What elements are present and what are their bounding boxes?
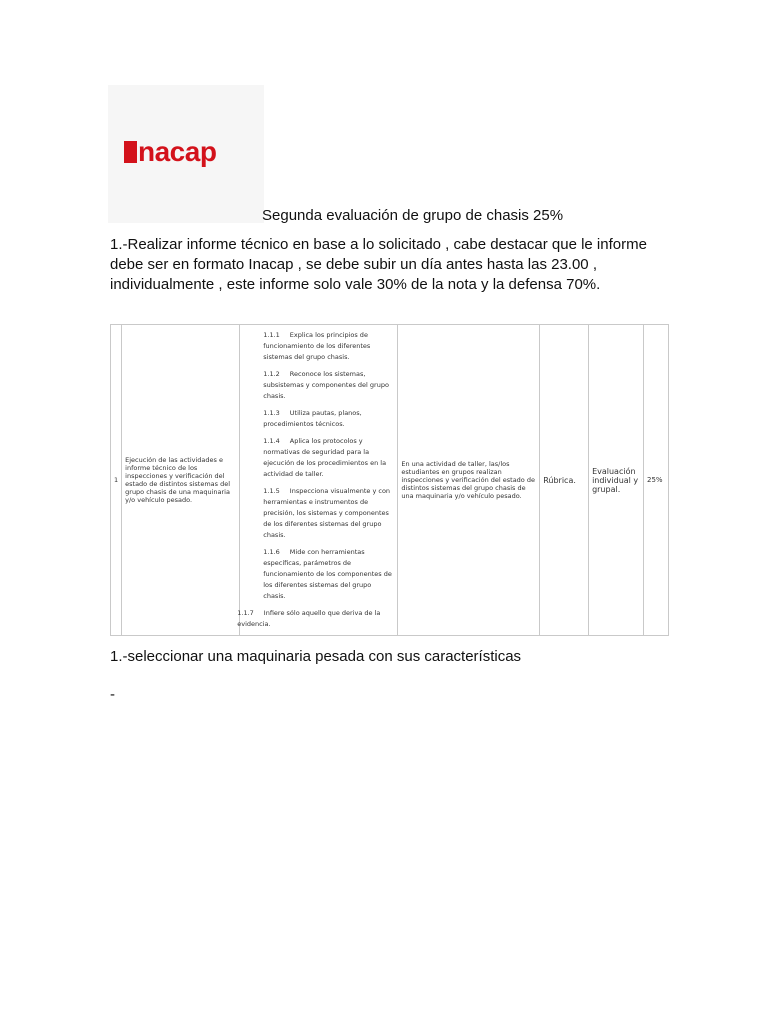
evaluation-type-cell: Evaluación individual y grupal. [589, 325, 644, 636]
dash-line: - [110, 686, 115, 703]
row-number: 1 [111, 325, 122, 636]
criterion-item: 1.1.2 Reconoce los sistemas, subsistemas y componentes del grupo chasis. [263, 370, 389, 400]
logo-area [108, 85, 264, 223]
criterion-item: 1.1.7 Infiere sólo aquello que deriva de la evidencia. [237, 609, 381, 628]
page-title: Segunda evaluación de grupo de chasis 25% [262, 207, 564, 224]
logo-mark-icon [124, 141, 137, 163]
logo-text: nacap [138, 136, 217, 167]
criterion-item: 1.1.5 Inspecciona visualmente y con herramientas e instrumentos de precisión, los sistemas y componentes de los diferentes sistemas del grupo chasis. [263, 487, 391, 539]
table-row [111, 325, 669, 636]
activity-cell: Ejecución de las actividades e informe técnico de los inspecciones y verificación del estado de distintos sistemas del grupo chasis de una maquinaria y/o vehículo pesado. [122, 325, 240, 636]
criterion-item: 1.1.6 Mide con herramientas específicas, parámetros de funcionamiento de los componentes de los diferentes sistemas del grupo chasis. [263, 548, 392, 600]
task-line: 1.-seleccionar una maquinaria pesada con sus características [110, 648, 522, 665]
instrument-cell: Rúbrica. [540, 325, 589, 636]
inacap-logo [124, 136, 217, 167]
evaluation-table [110, 324, 669, 636]
criterion-item: 1.1.3 Utiliza pautas, planos, procedimientos técnicos. [263, 409, 362, 428]
criterion-item: 1.1.1 Explica los principios de funcionamiento de los diferentes sistemas del grupo chasis. [263, 331, 371, 361]
criteria-cell [237, 325, 398, 636]
description-cell: En una actividad de taller, las/los estudiantes en grupos realizan inspecciones y verificación del estado de distintos sistemas del grupo chasis de una maquinaria y/o vehículo pesado. [398, 325, 540, 636]
criterion-item: 1.1.4 Aplica los protocolos y normativas de seguridad para la ejecución de los procedimientos en la actividad de taller. [263, 437, 387, 478]
instructions-paragraph: 1.-Realizar informe técnico en base a lo solicitado , cabe destacar que le informe debe ser en formato Inacap , se debe subir un día antes hasta las 23.00 , individualmente , este informe solo vale 30% de la nota y la defensa 70%. [110, 236, 647, 293]
percent-cell: 25% [644, 325, 669, 636]
